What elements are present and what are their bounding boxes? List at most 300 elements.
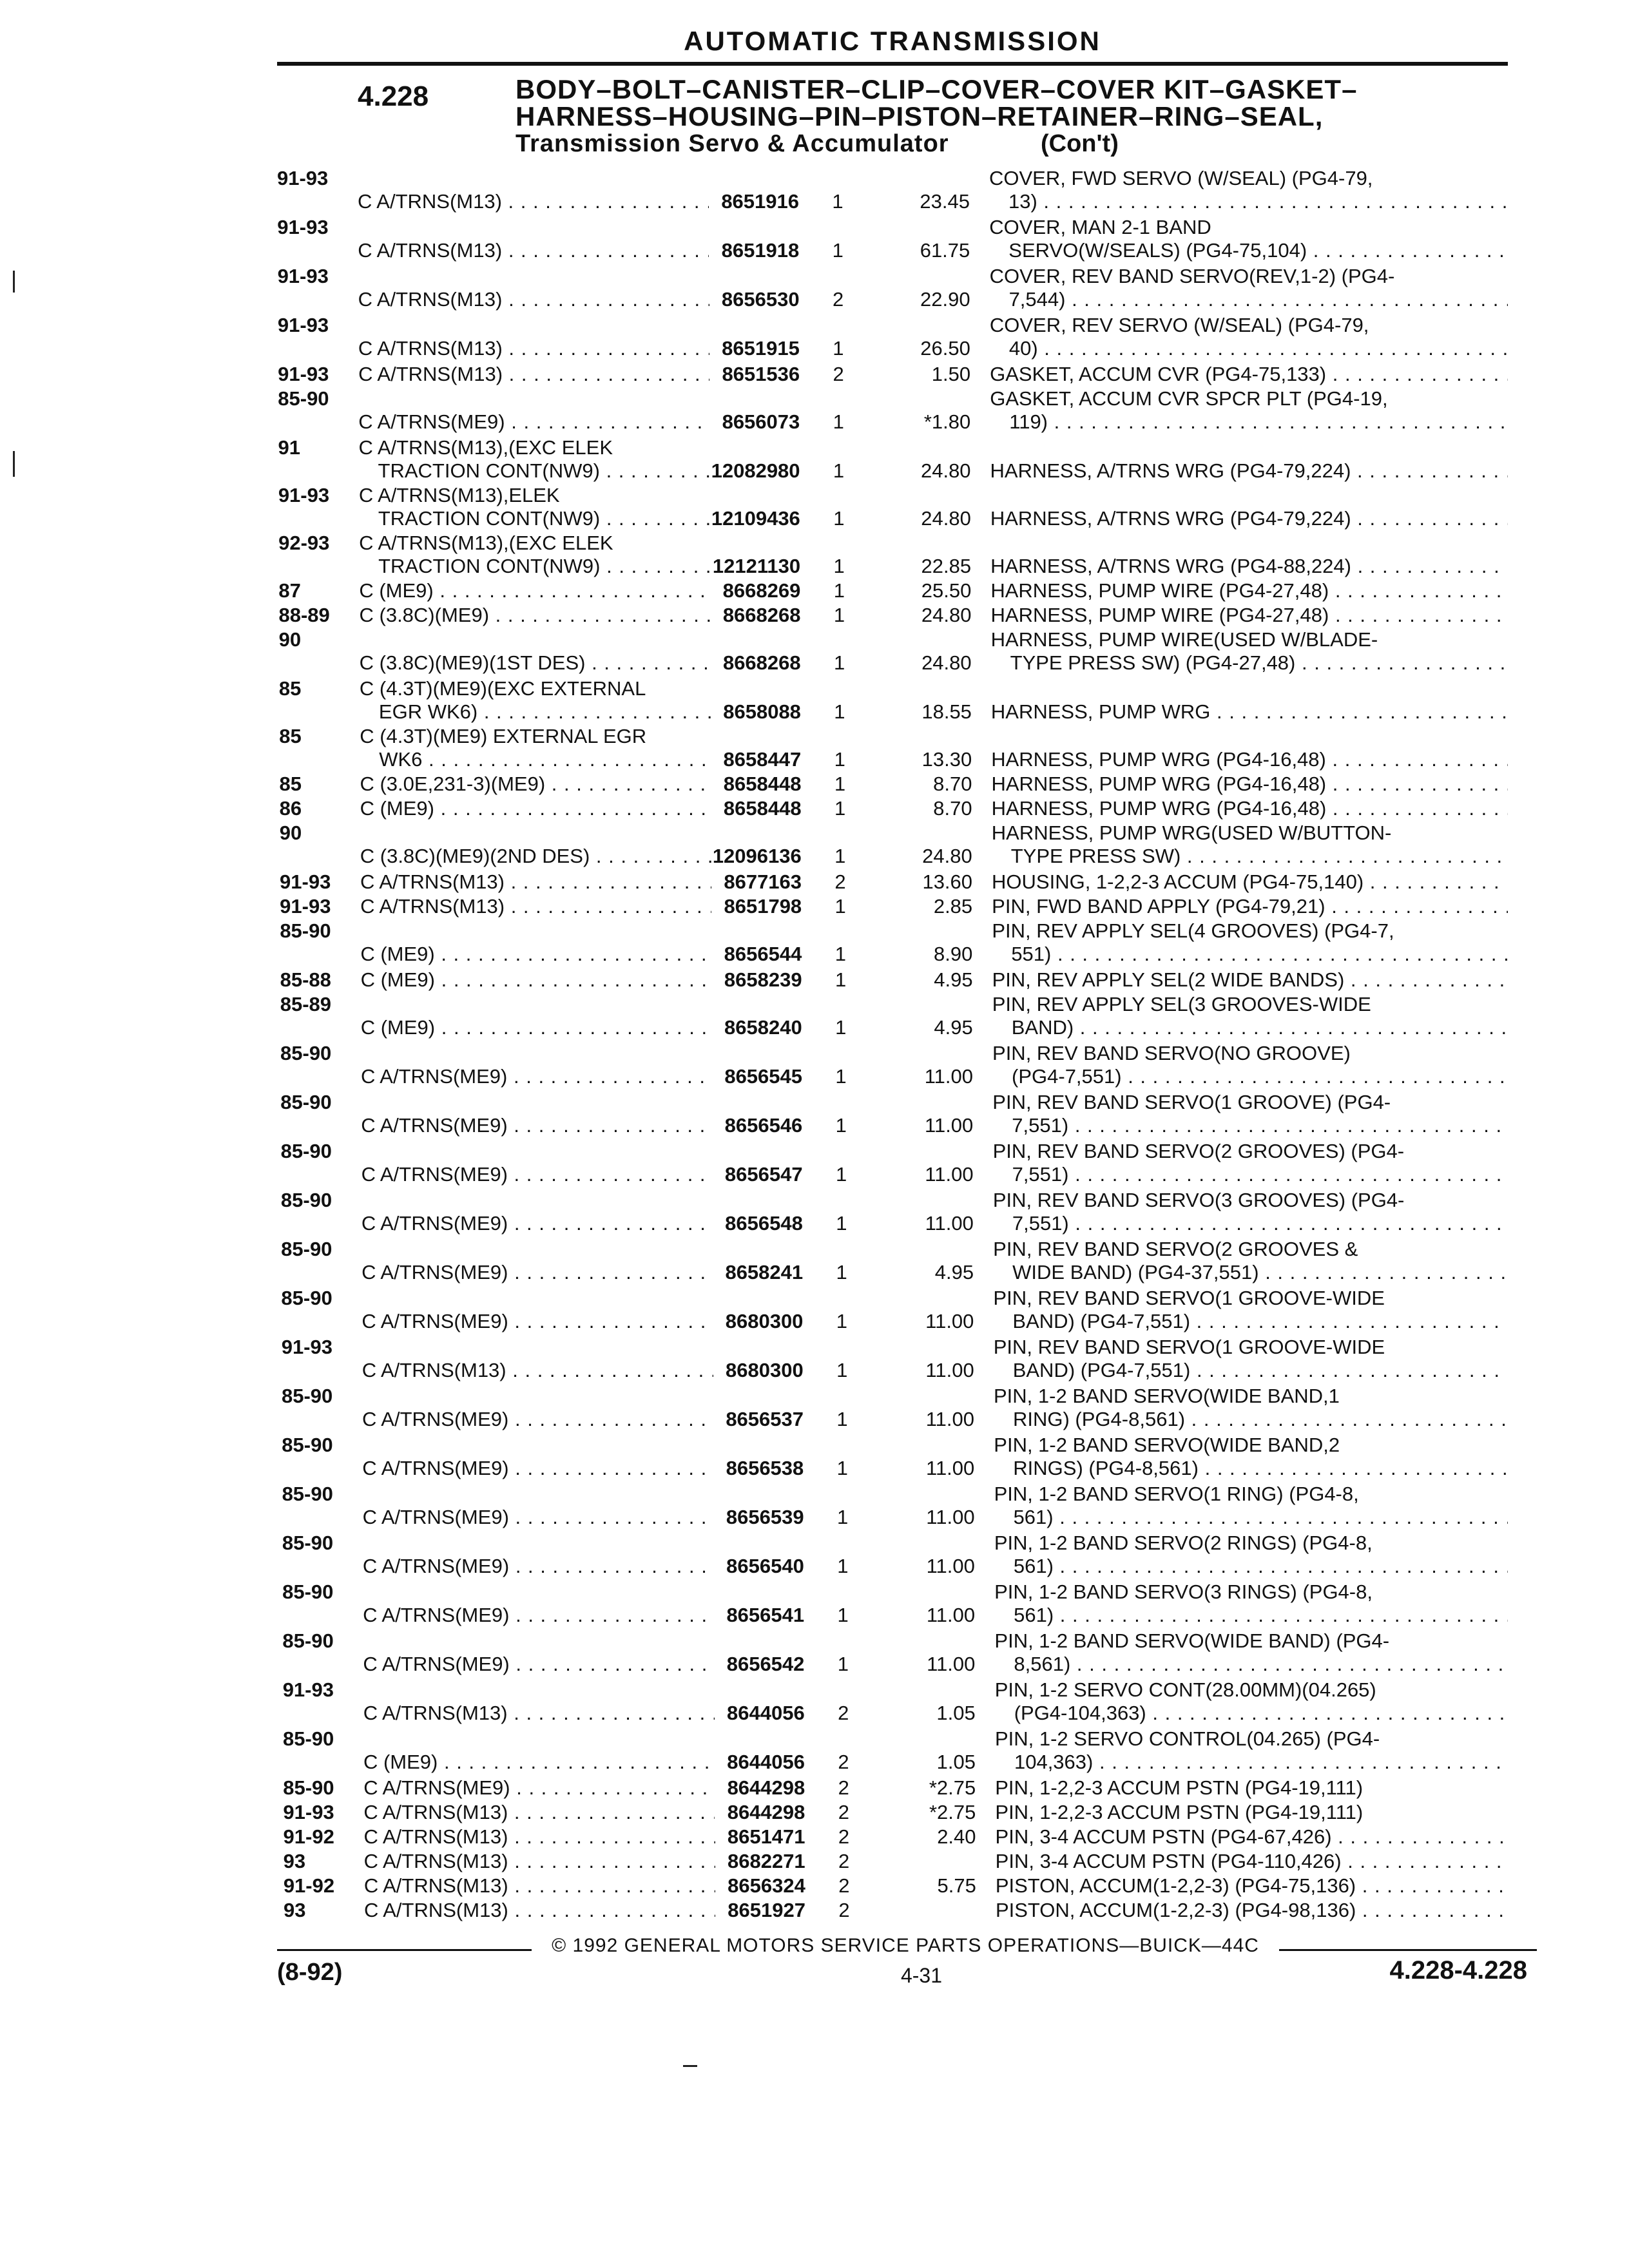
part-quantity: 1 (833, 337, 844, 360)
scan-mark (13, 451, 15, 477)
part-description: PIN, 1-2 BAND SERVO(2 RINGS) (PG4-8, (994, 1532, 1373, 1554)
part-row-line (0, 822, 1629, 844)
part-years: 85-90 (280, 919, 331, 942)
part-row-line (0, 1091, 1629, 1113)
part-row (0, 1875, 1629, 1898)
part-price: 23.45 (920, 190, 970, 213)
part-price: 11.00 (925, 1212, 974, 1235)
part-application: C (3.0E,231-3)(ME9) . . . (360, 773, 711, 795)
part-quantity: 1 (835, 1114, 847, 1137)
part-description: HARNESS, PUMP WIRE(USED W/BLADE- (990, 629, 1378, 651)
part-quantity: 1 (837, 1555, 849, 1577)
part-price: 11.00 (924, 1065, 974, 1088)
part-row (0, 1140, 1629, 1187)
part-years: 85-90 (281, 1238, 333, 1260)
part-price: 22.85 (921, 555, 972, 577)
part-number: 8680300 (726, 1359, 804, 1381)
part-application: C A/TRNS(M13) . . . (364, 1899, 715, 1921)
part-application: TRACTION CONT(NW9) . . . (378, 508, 710, 530)
part-price: 4.95 (934, 1016, 973, 1039)
part-years: 85-89 (280, 993, 332, 1015)
part-description: 561) . . . (1014, 1604, 1508, 1626)
part-row-line (0, 580, 1629, 602)
part-years: 85-90 (282, 1483, 333, 1505)
part-price: 11.00 (927, 1653, 976, 1675)
part-quantity: 1 (833, 507, 845, 530)
part-application: WK6 . . . (379, 749, 711, 771)
part-description: PIN, REV BAND SERVO(3 GROOVES) (PG4- (992, 1189, 1405, 1211)
part-description: HARNESS, PUMP WRG (PG4-16,48) . . . (991, 749, 1508, 771)
part-number: 8651918 (721, 239, 800, 262)
part-row-line (0, 920, 1629, 942)
part-years: 85-90 (283, 1776, 334, 1799)
part-application: C A/TRNS(M13) . . . (364, 1850, 715, 1872)
part-row-line (0, 314, 1629, 336)
part-description: 7,544) . . . (1009, 289, 1508, 311)
part-quantity: 1 (837, 1604, 849, 1626)
scan-mark (13, 271, 15, 293)
part-years: 85-90 (282, 1434, 333, 1456)
part-application: C A/TRNS(ME9) . . . (362, 1408, 713, 1430)
part-years: 85-90 (280, 1189, 333, 1211)
part-row-line (0, 1336, 1629, 1358)
part-row-line (0, 265, 1629, 287)
part-quantity: 1 (836, 1457, 848, 1479)
part-price: 11.00 (925, 1163, 974, 1186)
part-number: 8651536 (722, 363, 800, 385)
part-number: 8656547 (724, 1163, 803, 1186)
part-row-line (0, 1630, 1629, 1652)
part-quantity: 1 (833, 459, 845, 482)
part-number: 8644298 (727, 1801, 805, 1823)
part-application: C A/TRNS(M13) . . . (360, 871, 711, 893)
part-number: 8656539 (726, 1506, 804, 1528)
part-row-line (0, 1679, 1629, 1701)
part-description: HARNESS, PUMP WIRE (PG4-27,48) . . . (991, 604, 1508, 626)
part-row (0, 629, 1629, 675)
part-quantity: 1 (836, 1310, 848, 1332)
part-quantity: 1 (836, 1359, 848, 1381)
part-application: C A/TRNS(ME9) . . . (361, 1311, 713, 1332)
part-row-line (0, 1189, 1629, 1211)
part-years: 91-93 (280, 870, 331, 893)
part-number: 8658241 (725, 1261, 804, 1283)
footer-copyright: © 1992 GENERAL MOTORS SERVICE PARTS OPERATIONS—BUICK—44C (552, 1935, 1259, 1956)
part-row-line (0, 1311, 1629, 1332)
part-row (0, 1777, 1629, 1800)
part-row (0, 437, 1629, 483)
part-years: 85-90 (282, 1532, 334, 1554)
part-application: C (4.3T)(ME9) EXTERNAL EGR (360, 726, 647, 747)
part-description: PIN, 1-2 SERVO CONT(28.00MM)(04.265) (994, 1679, 1376, 1701)
part-price: 11.00 (925, 1114, 974, 1137)
part-row-line (0, 1238, 1629, 1260)
part-application: C (ME9) . . . (363, 1751, 715, 1773)
part-number: 8680300 (725, 1310, 804, 1332)
part-row (0, 1679, 1629, 1725)
part-description: (PG4-104,363) . . . (1014, 1702, 1508, 1724)
part-description: WIDE BAND) (PG4-37,551) . . . (1012, 1262, 1508, 1283)
part-years: 93 (283, 1850, 306, 1872)
part-description: TYPE PRESS SW) (PG4-27,48) . . . (1010, 652, 1508, 674)
part-application: C (ME9) . . . (359, 580, 710, 602)
part-description: PIN, REV BAND SERVO(1 GROOVE-WIDE (993, 1287, 1385, 1309)
part-quantity: 2 (838, 1776, 849, 1799)
part-row (0, 1581, 1629, 1628)
part-description: PIN, 1-2 BAND SERVO(1 RING) (PG4-8, (994, 1483, 1359, 1505)
part-number: 8656545 (724, 1065, 803, 1088)
page-header: AUTOMATIC TRANSMISSION (684, 26, 1101, 56)
part-row-line (0, 1826, 1629, 1848)
part-price: 24.80 (922, 845, 972, 867)
part-row (0, 896, 1629, 919)
part-years: 85-90 (280, 1042, 332, 1064)
part-years: 91-93 (283, 1801, 334, 1823)
part-quantity: 1 (834, 895, 846, 918)
part-description: HARNESS, PUMP WIRE (PG4-27,48) . . . (990, 580, 1508, 602)
part-years: 85-90 (282, 1727, 334, 1750)
part-row (0, 1189, 1629, 1236)
part-row-line (0, 1802, 1629, 1823)
part-application: C A/TRNS(M13),(EXC ELEK (358, 437, 613, 459)
part-years: 92-93 (278, 532, 330, 554)
part-application: C (3.8C)(ME9)(1ST DES) . . . (360, 652, 711, 674)
part-number: 8656541 (726, 1604, 805, 1626)
part-row-line (0, 629, 1629, 651)
part-quantity: 2 (838, 1751, 849, 1773)
part-application: C A/TRNS(M13) . . . (358, 289, 709, 311)
part-years: 85-88 (280, 968, 331, 991)
part-price: 11.00 (925, 1408, 974, 1430)
part-description: BAND) (PG4-7,551) . . . (1013, 1360, 1508, 1381)
part-years: 90 (279, 822, 302, 844)
part-number: 8656537 (726, 1408, 804, 1430)
part-number: 8658240 (724, 1016, 802, 1039)
part-application: C (4.3T)(ME9)(EXC EXTERNAL (359, 678, 646, 700)
footer-rule-right (1279, 1949, 1537, 1951)
part-quantity: 2 (838, 1825, 850, 1848)
part-row-line (0, 1581, 1629, 1603)
part-price: 61.75 (920, 239, 970, 262)
part-years: 91-93 (277, 167, 329, 189)
part-years: 90 (278, 628, 302, 651)
part-number: 8682271 (727, 1850, 805, 1872)
part-row-line (0, 845, 1629, 867)
part-application: EGR WK6) . . . (379, 701, 711, 723)
part-years: 93 (283, 1899, 306, 1921)
part-quantity: 2 (838, 1850, 850, 1872)
part-application: C A/TRNS(ME9) . . . (361, 1213, 713, 1235)
part-description: GASKET, ACCUM CVR (PG4-75,133) . . . (990, 363, 1508, 385)
part-row-line (0, 652, 1629, 674)
part-description: PIN, 3-4 ACCUM PSTN (PG4-67,426) . . . (996, 1826, 1508, 1848)
part-quantity: 1 (835, 1065, 847, 1088)
part-price: 4.95 (934, 1261, 974, 1283)
part-row-line (0, 943, 1629, 965)
part-description: 561) . . . (1014, 1555, 1508, 1577)
part-description: PIN, 1-2 BAND SERVO(WIDE BAND,2 (994, 1434, 1340, 1456)
part-quantity: 2 (832, 288, 844, 311)
part-number: 12082980 (711, 459, 800, 482)
part-row-line (0, 1434, 1629, 1456)
part-row-line (0, 191, 1629, 213)
part-years: 91-92 (283, 1825, 334, 1848)
part-number: 8651916 (721, 190, 799, 213)
part-row (0, 1899, 1629, 1923)
part-application: C A/TRNS(M13) . . . (358, 338, 709, 360)
part-row-line (0, 437, 1629, 459)
part-row-line (0, 1875, 1629, 1897)
part-row (0, 1385, 1629, 1432)
part-number: 8658448 (723, 797, 802, 820)
part-application: C A/TRNS(ME9) . . . (363, 1653, 714, 1675)
part-description: COVER, MAN 2-1 BAND (989, 216, 1211, 238)
part-description: GASKET, ACCUM CVR SPCR PLT (PG4-19, (990, 388, 1388, 410)
part-description: 104,363) . . . (1014, 1751, 1508, 1773)
part-number: 8677163 (724, 870, 802, 893)
part-description: PIN, REV APPLY SEL(3 GROOVES-WIDE (992, 994, 1371, 1015)
part-row-line (0, 1506, 1629, 1528)
part-quantity: 1 (834, 797, 846, 820)
part-row-line (0, 1287, 1629, 1309)
part-price: *2.75 (929, 1801, 976, 1823)
part-description: 7,551) . . . (1012, 1164, 1508, 1186)
part-price: *2.75 (929, 1776, 976, 1799)
part-row (0, 678, 1629, 724)
part-quantity: 1 (834, 748, 845, 771)
part-row-line (0, 1115, 1629, 1137)
part-years: 91-93 (281, 1336, 333, 1358)
part-quantity: 1 (832, 190, 843, 213)
part-row-line (0, 896, 1629, 918)
part-row (0, 580, 1629, 603)
part-row-line (0, 532, 1629, 554)
part-row-line (0, 1262, 1629, 1283)
part-row (0, 920, 1629, 966)
part-price: 24.80 (921, 604, 972, 626)
part-application: C (3.8C)(ME9)(2ND DES) . . . (360, 845, 711, 867)
part-number: 8656324 (728, 1874, 805, 1897)
part-row (0, 1630, 1629, 1677)
part-quantity: 1 (834, 773, 846, 795)
part-row-line (0, 798, 1629, 820)
part-years: 85 (279, 725, 302, 747)
part-number: 8656546 (724, 1114, 803, 1137)
part-price: 22.90 (920, 288, 970, 311)
part-row (0, 1238, 1629, 1285)
part-application: C (3.8C)(ME9) . . . (360, 604, 711, 626)
part-quantity: 1 (834, 651, 845, 674)
part-description: HARNESS, A/TRNS WRG (PG4-79,224) . . . (990, 508, 1508, 530)
part-application: C A/TRNS(ME9) . . . (363, 1604, 714, 1626)
part-row-line (0, 1604, 1629, 1626)
part-row (0, 363, 1629, 387)
part-years: 85-90 (280, 1140, 332, 1162)
part-row-line (0, 1751, 1629, 1773)
part-years: 85 (279, 773, 302, 795)
part-number: 8651927 (728, 1899, 805, 1921)
part-quantity: 1 (836, 1506, 849, 1528)
part-description: HARNESS, A/TRNS WRG (PG4-79,224) . . . (990, 460, 1508, 482)
part-application: C A/TRNS(M13) . . . (358, 363, 709, 385)
part-description: PISTON, ACCUM(1-2,2-3) (PG4-75,136) . . . (996, 1875, 1508, 1897)
part-number: 8668268 (722, 651, 801, 674)
part-row-line (0, 485, 1629, 506)
part-number: 8644056 (727, 1751, 805, 1773)
part-quantity: 1 (834, 700, 845, 723)
part-quantity: 1 (833, 604, 845, 626)
part-row (0, 485, 1629, 531)
part-application: C A/TRNS(M13) . . . (358, 191, 709, 213)
part-quantity: 1 (834, 943, 846, 965)
part-price: 11.00 (926, 1457, 975, 1479)
part-description: COVER, REV BAND SERVO(REV,1-2) (PG4- (989, 265, 1395, 287)
part-quantity: 1 (836, 1261, 847, 1283)
part-description: (PG4-7,551) . . . (1012, 1066, 1508, 1088)
part-application: TRACTION CONT(NW9) . . . (378, 460, 710, 482)
part-price: *1.80 (923, 410, 971, 433)
part-row (0, 1826, 1629, 1849)
part-description: HARNESS, PUMP WRG (PG4-16,48) . . . (992, 798, 1508, 820)
part-row-line (0, 1213, 1629, 1235)
part-row (0, 168, 1629, 214)
part-years: 87 (278, 579, 301, 602)
part-row-line (0, 411, 1629, 433)
part-number: 8658447 (723, 748, 802, 771)
part-price: 11.00 (925, 1310, 974, 1332)
part-quantity: 1 (835, 1163, 847, 1186)
part-row-line (0, 508, 1629, 530)
part-row-line (0, 363, 1629, 385)
footer-date-code: (8-92) (277, 1959, 343, 1986)
part-application: C (ME9) . . . (360, 798, 711, 820)
part-years: 91-93 (282, 1678, 334, 1701)
part-row-line (0, 871, 1629, 893)
part-row (0, 265, 1629, 312)
footer-section-range: 4.228-4.228 (1389, 1956, 1527, 1984)
part-price: 1.50 (931, 363, 971, 385)
part-application: C A/TRNS(ME9) . . . (361, 1115, 712, 1137)
section-continued-label: (Con't) (1041, 130, 1119, 157)
part-years: 91-93 (277, 314, 329, 336)
part-price: 4.95 (934, 968, 973, 991)
part-description: PIN, REV BAND SERVO(1 GROOVE-WIDE (993, 1336, 1385, 1358)
part-row-line (0, 1532, 1629, 1554)
part-description: PIN, REV APPLY SEL(4 GROOVES) (PG4-7, (992, 920, 1394, 942)
part-application: C A/TRNS(M13),(EXC ELEK (359, 532, 613, 554)
part-row-line (0, 1066, 1629, 1088)
part-row-line (0, 1702, 1629, 1724)
part-price: 18.55 (921, 700, 972, 723)
part-description: 40) . . . (1009, 338, 1508, 360)
part-application: C A/TRNS(ME9) . . . (358, 411, 709, 433)
part-description: 7,551) . . . (1012, 1115, 1508, 1137)
part-description: PIN, REV APPLY SEL(2 WIDE BANDS) . . . (992, 969, 1508, 991)
part-price: 24.80 (920, 459, 971, 482)
part-row-line (0, 555, 1629, 577)
part-price: 2.85 (933, 895, 973, 918)
part-description: 119) . . . (1009, 411, 1508, 433)
part-description: RING) (PG4-8,561) . . . (1013, 1408, 1508, 1430)
part-application: C A/TRNS(ME9) . . . (363, 1555, 714, 1577)
part-quantity: 2 (834, 870, 846, 893)
part-application: C (ME9) . . . (361, 969, 712, 991)
part-row-line (0, 338, 1629, 360)
part-description: 13) . . . (1008, 191, 1508, 213)
part-application: TRACTION CONT(NW9) . . . (378, 555, 710, 577)
part-row (0, 994, 1629, 1040)
part-price: 11.00 (926, 1555, 975, 1577)
part-quantity: 1 (833, 555, 845, 577)
part-number: 8651798 (724, 895, 802, 918)
part-row (0, 969, 1629, 992)
scan-mark (683, 2065, 697, 2067)
part-quantity: 2 (833, 363, 844, 385)
part-row-line (0, 1653, 1629, 1675)
part-number: 8656542 (726, 1653, 805, 1675)
part-row (0, 1728, 1629, 1774)
part-quantity: 1 (833, 579, 845, 602)
part-description: HARNESS, PUMP WRG (PG4-16,48) . . . (991, 773, 1508, 795)
part-number: 8644056 (727, 1702, 805, 1724)
part-row-line (0, 701, 1629, 723)
part-row-line (0, 168, 1629, 189)
part-description: PIN, 3-4 ACCUM PSTN (PG4-110,426) . . . (996, 1850, 1508, 1872)
part-row-line (0, 1408, 1629, 1430)
part-row-line (0, 773, 1629, 795)
part-application: C A/TRNS(M13),ELEK (358, 485, 560, 506)
part-row (0, 1434, 1629, 1481)
part-number: 12096136 (712, 845, 802, 867)
part-row-line (0, 460, 1629, 482)
part-years: 91-93 (278, 484, 330, 506)
part-row (0, 314, 1629, 361)
part-quantity: 1 (837, 1653, 849, 1675)
part-row-line (0, 1385, 1629, 1407)
part-years: 85 (278, 677, 302, 700)
part-application: C A/TRNS(ME9) . . . (362, 1457, 713, 1479)
part-application: C A/TRNS(ME9) . . . (363, 1506, 714, 1528)
part-row (0, 1043, 1629, 1089)
part-row-line (0, 1555, 1629, 1577)
part-description: COVER, REV SERVO (W/SEAL) (PG4-79, (989, 314, 1369, 336)
part-row (0, 726, 1629, 772)
part-row (0, 1287, 1629, 1334)
part-quantity: 1 (835, 1016, 847, 1039)
part-years: 91-93 (278, 363, 329, 385)
part-row (0, 1483, 1629, 1530)
part-row-line (0, 994, 1629, 1015)
part-row-line (0, 969, 1629, 991)
part-price: 25.50 (921, 579, 972, 602)
part-price: 11.00 (925, 1359, 974, 1381)
part-description: PIN, REV BAND SERVO(2 GROOVES) (PG4- (992, 1140, 1405, 1162)
part-quantity: 1 (832, 239, 843, 262)
part-row-line (0, 1360, 1629, 1381)
part-description: COVER, FWD SERVO (W/SEAL) (PG4-79, (989, 168, 1373, 189)
part-application: C A/TRNS(M13) . . . (363, 1802, 715, 1823)
part-description: PIN, 1-2,2-3 ACCUM PSTN (PG4-19,111) (995, 1777, 1364, 1799)
part-price: 2.40 (937, 1825, 976, 1848)
part-row (0, 1336, 1629, 1383)
part-description: PIN, REV BAND SERVO(1 GROOVE) (PG4- (992, 1091, 1391, 1113)
part-years: 85-90 (278, 387, 329, 410)
part-quantity: 1 (836, 1212, 847, 1235)
part-years: 85-90 (282, 1385, 333, 1407)
part-price: 1.05 (936, 1702, 976, 1724)
part-row-line (0, 1457, 1629, 1479)
part-quantity: 2 (838, 1874, 850, 1897)
